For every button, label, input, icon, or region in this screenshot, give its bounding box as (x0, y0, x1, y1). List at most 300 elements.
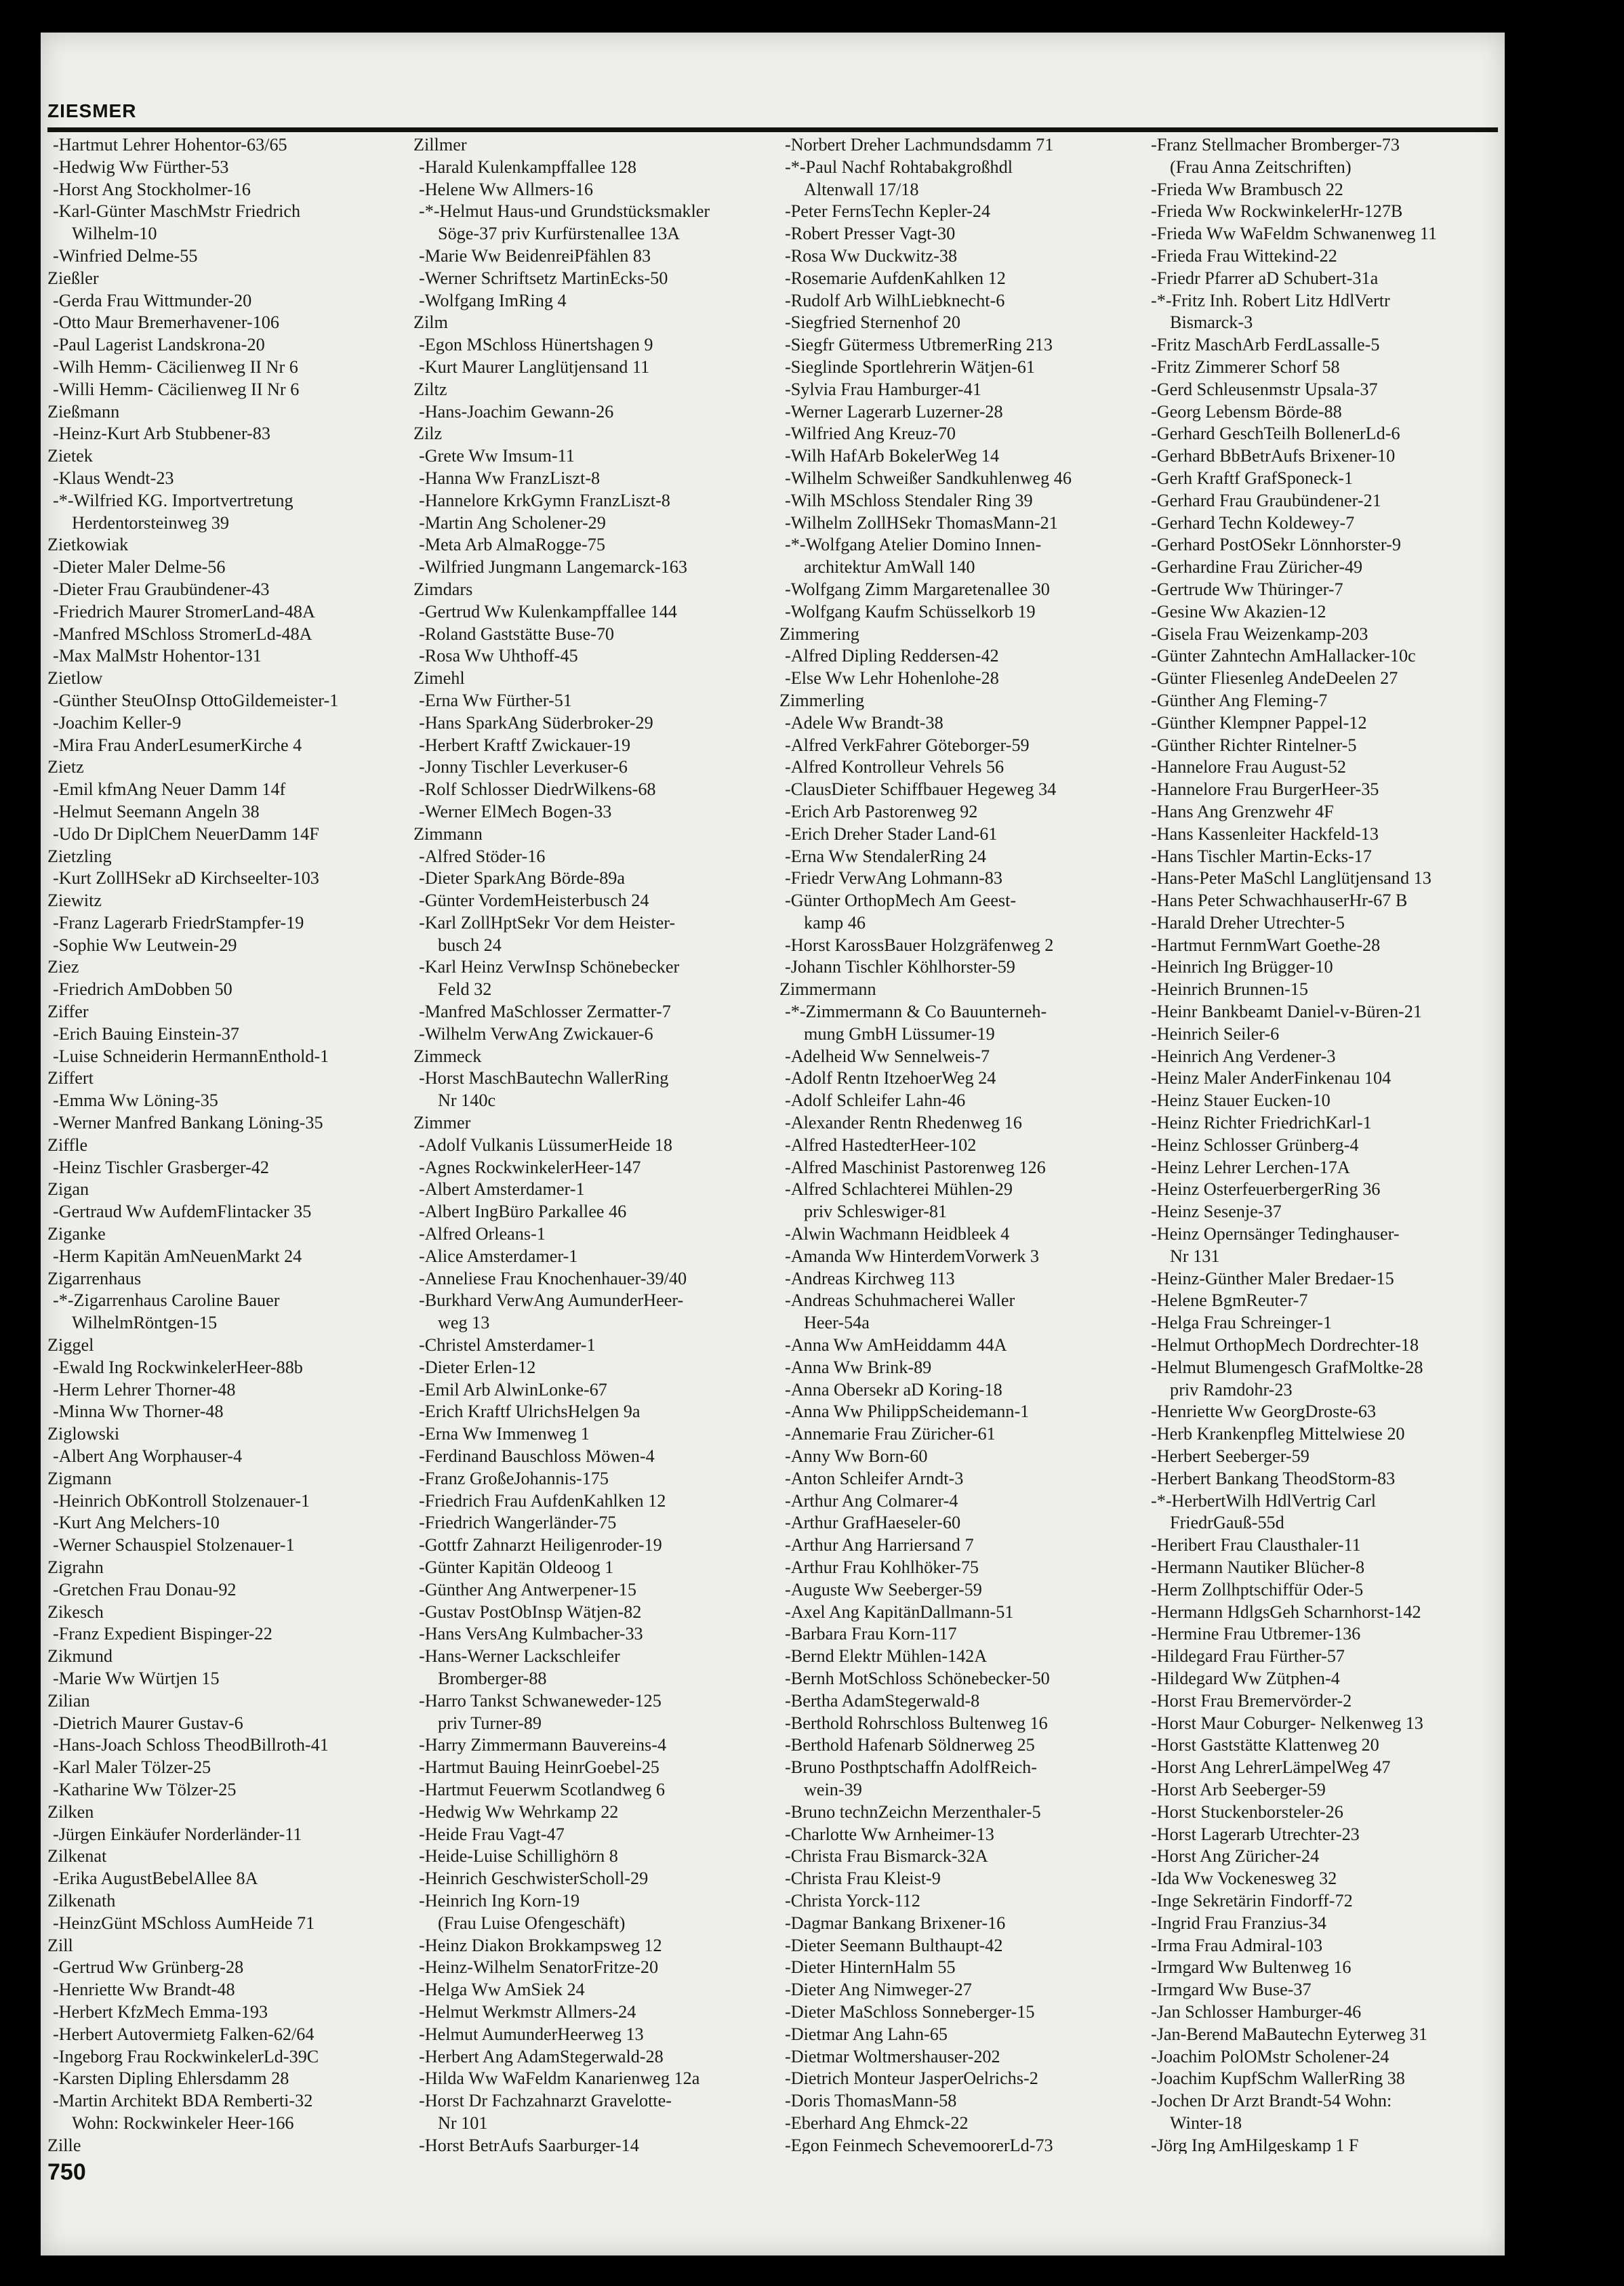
resident-entry: - Hans Tischler Martin-Ecks-17 (1145, 846, 1498, 868)
resident-entry: - Günter Fliesenleg AndeDeelen 27 (1145, 668, 1498, 690)
resident-entry: - Helmut AumunderHeerweg 13 (413, 2024, 766, 2046)
resident-entry: - Jonny Tischler Leverkuser-6 (413, 756, 766, 779)
resident-entry: - Horst Maur Coburger- Nelkenweg 13 (1145, 1713, 1498, 1735)
resident-entry: - Bruno technZeichn Merzenthaler-5 (779, 1801, 1132, 1824)
surname-heading: Zilken (47, 1801, 94, 1822)
resident-entry: - Hans Peter SchwachhauserHr-67 B (1145, 890, 1498, 912)
resident-entry: - Marie Ww Würtjen 15 (47, 1668, 400, 1690)
resident-entry: - Martin Ang Scholener-29 (413, 512, 766, 535)
resident-entry: - Hans SparkAng Süderbroker-29 (413, 712, 766, 735)
entry-continuation: Nr 140c (438, 1090, 496, 1111)
resident-entry: - Heinz Opernsänger Tedinghauser- (1145, 1223, 1498, 1246)
resident-entry: - Heinz Sesenje-37 (1145, 1201, 1498, 1223)
resident-entry: - Roland Gaststätte Buse-70 (413, 624, 766, 646)
resident-entry: - Heinr Bankbeamt Daniel-v-Büren-21 (1145, 1001, 1498, 1023)
surname-heading: Zilz (413, 424, 443, 444)
resident-entry: - Heinz-Wilhelm SenatorFritze-20 (413, 1957, 766, 1979)
entry-continuation: Söge-37 priv Kurfürstenallee 13A (438, 224, 681, 244)
resident-entry: - Hannelore KrkGymn FranzLiszt-8 (413, 490, 766, 512)
resident-entry: - Horst Ang LehrerLämpelWeg 47 (1145, 1757, 1498, 1779)
entry-continuation: Wohn: Rockwinkeler Heer-166 (72, 2112, 294, 2133)
surname-heading: Ziglowski (47, 1424, 120, 1444)
surname-heading: Zietzling (47, 846, 112, 866)
resident-entry: - Hans-Joach Schloss TheodBillroth-41 (47, 1734, 400, 1757)
resident-entry: - Heinz Maler AnderFinkenau 104 (1145, 1067, 1498, 1090)
resident-entry: - Helmut Blumengesch GrafMoltke-28 (1145, 1357, 1498, 1379)
resident-entry: - Karl ZollHptSekr Vor dem Heister- (413, 912, 766, 935)
resident-entry: - Adelheid Ww Sennelweis-7 (779, 1046, 1132, 1068)
resident-entry: - Alfred Maschinist Pastorenweg 126 (779, 1157, 1132, 1179)
directory-column-4 (1145, 134, 1498, 2154)
entry-continuation: FriedrGauß-55d (1170, 1513, 1284, 1533)
resident-entry: - Martin Architekt BDA Remberti-32 (47, 2090, 400, 2112)
resident-entry: - Gisela Frau Weizenkamp-203 (1145, 624, 1498, 646)
resident-entry: - Helene Ww Allmers-16 (413, 179, 766, 201)
resident-entry: - Rolf Schlosser DiedrWilkens-68 (413, 779, 766, 801)
directory-column-2 (413, 134, 766, 2154)
resident-entry: - Alice Amsterdamer-1 (413, 1246, 766, 1268)
resident-entry: - Günter OrthopMech Am Geest- (779, 890, 1132, 912)
resident-entry: - Werner ElMech Bogen-33 (413, 801, 766, 823)
resident-entry: - Irmgard Ww Buse-37 (1145, 1979, 1498, 2001)
entry-continuation: Bismarck-3 (1170, 312, 1253, 333)
directory-column-1 (47, 134, 400, 2154)
resident-entry: - Anna Ww PhilippScheidemann-1 (779, 1401, 1132, 1423)
resident-entry: - Joachim Keller-9 (47, 712, 400, 735)
resident-entry: - Dieter Maler Delme-56 (47, 556, 400, 579)
surname-heading: Zill (47, 1935, 73, 1955)
resident-entry: - Irmgard Ww Bultenweg 16 (1145, 1957, 1498, 1979)
resident-entry: - Fritz MaschArb FerdLassalle-5 (1145, 334, 1498, 356)
surname-heading: Zikesch (47, 1601, 104, 1622)
resident-entry: - Minna Ww Thorner-48 (47, 1401, 400, 1423)
resident-entry: - Günther Klempner Pappel-12 (1145, 712, 1498, 735)
resident-entry: - Heinrich Seiler-6 (1145, 1023, 1498, 1046)
surname-heading: Ziewitz (47, 891, 102, 911)
resident-entry: - Hans Ang Grenzwehr 4F (1145, 801, 1498, 823)
resident-entry: - Hanna Ww FranzLiszt-8 (413, 468, 766, 490)
entry-continuation: Nr 101 (438, 2112, 488, 2133)
resident-entry: - Jan Schlosser Hamburger-46 (1145, 2001, 1498, 2024)
resident-entry: - Adolf Vulkanis LüssumerHeide 18 (413, 1135, 766, 1157)
entry-continuation: priv Turner-89 (438, 1713, 542, 1733)
resident-entry: - Heinz Diakon Brokkampsweg 12 (413, 1935, 766, 1957)
resident-entry: - Horst Frau Bremervörder-2 (1145, 1690, 1498, 1713)
resident-entry: - Friedr VerwAng Lohmann-83 (779, 868, 1132, 890)
resident-entry: - Dieter Frau Graubündener-43 (47, 579, 400, 601)
resident-entry: - Egon Feinmech SchevemoorerLd-73 (779, 2135, 1132, 2154)
resident-entry: - Gerhard PostOSekr Lönnhorster-9 (1145, 534, 1498, 556)
resident-entry: - *-Fritz Inh. Robert Litz HdlVertr (1145, 290, 1498, 312)
resident-entry: - Horst Arb Seeberger-59 (1145, 1779, 1498, 1801)
resident-entry: - Ingrid Frau Franzius-34 (1145, 1913, 1498, 1935)
resident-entry: - Horst Ang Züricher-24 (1145, 1845, 1498, 1868)
resident-entry: - Gerhard Frau Graubündener-21 (1145, 490, 1498, 512)
resident-entry: - Anton Schleifer Arndt-3 (779, 1468, 1132, 1490)
resident-entry: - Harry Zimmermann Bauvereins-4 (413, 1734, 766, 1757)
resident-entry: - Henriette Ww GeorgDroste-63 (1145, 1401, 1498, 1423)
resident-entry: - Irma Frau Admiral-103 (1145, 1935, 1498, 1957)
resident-entry: - Erich Kraftf UlrichsHelgen 9a (413, 1401, 766, 1423)
resident-entry: - Alfred Kontrolleur Vehrels 56 (779, 756, 1132, 779)
resident-entry: - Hans Kassenleiter Hackfeld-13 (1145, 823, 1498, 846)
resident-entry: - Hartmut Lehrer Hohentor-63/65 (47, 134, 400, 157)
resident-entry: - Dietrich Maurer Gustav-6 (47, 1713, 400, 1735)
resident-entry: - Alexander Rentn Rhedenweg 16 (779, 1112, 1132, 1135)
resident-entry: - Wolfgang ImRing 4 (413, 290, 766, 312)
resident-entry: - Gerhardine Frau Züricher-49 (1145, 556, 1498, 579)
resident-entry: - Johann Tischler Köhlhorster-59 (779, 956, 1132, 979)
entry-continuation: kamp 46 (804, 912, 866, 933)
resident-entry: - Alfred Stöder-16 (413, 846, 766, 868)
resident-entry: - Erna Ww Immenweg 1 (413, 1423, 766, 1446)
entry-continuation: weg 13 (438, 1313, 490, 1333)
resident-entry: - Manfred MSchloss StromerLd-48A (47, 624, 400, 646)
resident-entry: - Dieter HinternHalm 55 (779, 1957, 1132, 1979)
resident-entry: - Werner Schauspiel Stolzenauer-1 (47, 1534, 400, 1557)
resident-entry: - Kurt ZollHSekr aD Kirchseelter-103 (47, 868, 400, 890)
resident-entry: - Hartmut FernmWart Goethe-28 (1145, 935, 1498, 957)
surname-heading: Zietek (47, 446, 93, 466)
resident-entry: - Alfred HastedterHeer-102 (779, 1135, 1132, 1157)
resident-entry: - Jochen Dr Arzt Brandt-54 Wohn: (1145, 2090, 1498, 2112)
entry-continuation: Altenwall 17/18 (804, 179, 919, 199)
resident-entry: - Franz Expedient Bispinger-22 (47, 1623, 400, 1646)
resident-entry: - Günter Zahntechn AmHallacker-10c (1145, 645, 1498, 668)
resident-entry: - Friedrich Wangerländer-75 (413, 1512, 766, 1534)
resident-entry: - Dieter Erlen-12 (413, 1357, 766, 1379)
resident-entry: - Luise Schneiderin HermannEnthold-1 (47, 1046, 400, 1068)
resident-entry: - Gustav PostObInsp Wätjen-82 (413, 1601, 766, 1624)
surname-heading: Zimmering (779, 624, 859, 644)
resident-entry: - Gertrud Ww Kulenkampffallee 144 (413, 601, 766, 624)
resident-entry: - Gerhard BbBetrAufs Brixener-10 (1145, 445, 1498, 468)
resident-entry: - Emil kfmAng Neuer Damm 14f (47, 779, 400, 801)
resident-entry: - Günter Kapitän Oldeoog 1 (413, 1557, 766, 1579)
surname-heading: Zießmann (47, 401, 120, 422)
resident-entry: - Franz GroßeJohannis-175 (413, 1468, 766, 1490)
resident-entry: - Horst Gaststätte Klattenweg 20 (1145, 1734, 1498, 1757)
resident-entry: - Bernh MotSchloss Schönebecker-50 (779, 1668, 1132, 1690)
resident-entry: - Jörg Ing AmHilgeskamp 1 F (1145, 2135, 1498, 2154)
resident-entry: - Alfred Orleans-1 (413, 1223, 766, 1246)
resident-entry: - Ingeborg Frau RockwinkelerLd-39C (47, 2046, 400, 2068)
resident-entry: - Friedrich AmDobben 50 (47, 979, 400, 1001)
resident-entry: - Robert Presser Vagt-30 (779, 223, 1132, 245)
directory-column-3 (779, 134, 1132, 2154)
resident-entry: - Anny Ww Born-60 (779, 1446, 1132, 1468)
resident-entry: - Berthold Rohrschloss Bultenweg 16 (779, 1713, 1132, 1735)
entry-continuation: Heer-54a (804, 1313, 870, 1333)
resident-entry: - *-Zigarrenhaus Caroline Bauer (47, 1290, 400, 1312)
surname-heading: Zilian (47, 1690, 90, 1711)
resident-entry: - Günther Ang Antwerpener-15 (413, 1579, 766, 1601)
resident-entry: - Anna Ww AmHeiddamm 44A (779, 1334, 1132, 1357)
resident-entry: - Horst KarossBauer Holzgräfenweg 2 (779, 935, 1132, 957)
surname-heading: Zigrahn (47, 1557, 104, 1577)
resident-entry: - Friedrich Maurer StromerLand-48A (47, 601, 400, 624)
surname-heading: Zilkenath (47, 1890, 116, 1911)
resident-entry: - Hartmut Bauing HeinrGoebel-25 (413, 1757, 766, 1779)
surname-heading: Zikmund (47, 1646, 113, 1667)
resident-entry: - Amanda Ww HinterdemVorwerk 3 (779, 1246, 1132, 1268)
resident-entry: - Herbert KfzMech Emma-193 (47, 2001, 400, 2024)
resident-entry: - Anneliese Frau Knochenhauer-39/40 (413, 1268, 766, 1290)
resident-entry: - Gerd Schleusenmstr Upsala-37 (1145, 379, 1498, 401)
resident-entry: - *-Wilfried KG. Importvertretung (47, 490, 400, 512)
resident-entry: - Joachim PolOMstr Scholener-24 (1145, 2046, 1498, 2068)
resident-entry: - Dagmar Bankang Brixener-16 (779, 1913, 1132, 1935)
resident-entry: - Heinz OsterfeuerbergerRing 36 (1145, 1179, 1498, 1201)
resident-entry: - Helga Ww AmSiek 24 (413, 1979, 766, 2001)
entry-continuation: Nr 131 (1170, 1246, 1220, 1266)
resident-entry: - Helmut Werkmstr Allmers-24 (413, 2001, 766, 2024)
resident-entry: - Jürgen Einkäufer Norderländer-11 (47, 1824, 400, 1846)
resident-entry: - Herbert Autovermietg Falken-62/64 (47, 2024, 400, 2046)
resident-entry: - Rosemarie AufdenKahlken 12 (779, 268, 1132, 290)
resident-entry: - Horst Lagerarb Utrechter-23 (1145, 1824, 1498, 1846)
resident-entry: - Herbert Kraftf Zwickauer-19 (413, 735, 766, 757)
resident-entry: - Hildegard Ww Zütphen-4 (1145, 1668, 1498, 1690)
resident-entry: - Günter VordemHeisterbusch 24 (413, 890, 766, 912)
resident-entry: - Annemarie Frau Züricher-61 (779, 1423, 1132, 1446)
resident-entry: - Harald Dreher Utrechter-5 (1145, 912, 1498, 935)
entry-continuation: mung GmbH Lüssumer-19 (804, 1023, 995, 1044)
resident-entry: - Berthold Hafenarb Söldnerweg 25 (779, 1734, 1132, 1757)
resident-entry: - Sylvia Frau Hamburger-41 (779, 379, 1132, 401)
resident-entry: - Rudolf Arb WilhLiebknecht-6 (779, 290, 1132, 312)
directory-columns (47, 134, 1498, 2154)
resident-entry: - Burkhard VerwAng AumunderHeer- (413, 1290, 766, 1312)
resident-entry: - Egon MSchloss Hünertshagen 9 (413, 334, 766, 356)
resident-entry: - Frieda Ww WaFeldm Schwanenweg 11 (1145, 223, 1498, 245)
resident-entry: - Hedwig Ww Wehrkamp 22 (413, 1801, 766, 1824)
resident-entry: - Frieda Ww Brambusch 22 (1145, 179, 1498, 201)
resident-entry: - Gertraud Ww AufdemFlintacker 35 (47, 1201, 400, 1223)
resident-entry: - Günther Richter Rintelner-5 (1145, 735, 1498, 757)
resident-entry: - Dieter SparkAng Börde-89a (413, 868, 766, 890)
resident-entry: - Hannelore Frau August-52 (1145, 756, 1498, 779)
resident-entry: - Erich Dreher Stader Land-61 (779, 823, 1132, 846)
resident-entry: - Udo Dr DiplChem NeuerDamm 14F (47, 823, 400, 846)
entry-continuation: Winter-18 (1170, 2112, 1242, 2133)
surname-heading: Zimmermann (779, 979, 876, 1000)
resident-entry: - Kurt Maurer Langlütjensand 11 (413, 356, 766, 379)
resident-entry: - Horst Dr Fachzahnarzt Gravelotte- (413, 2090, 766, 2112)
entry-continuation: (Frau Anna Zeitschriften) (1170, 157, 1352, 177)
resident-entry: - Sophie Ww Leutwein-29 (47, 935, 400, 957)
resident-entry: - Charlotte Ww Arnheimer-13 (779, 1824, 1132, 1846)
resident-entry: - *-HerbertWilh HdlVertrig Carl (1145, 1490, 1498, 1513)
entry-continuation: priv Schleswiger-81 (804, 1202, 948, 1222)
resident-entry: - Siegfr Gütermess UtbremerRing 213 (779, 334, 1132, 356)
resident-entry: - Hildegard Frau Fürther-57 (1145, 1646, 1498, 1668)
resident-entry: - Sieglinde Sportlehrerin Wätjen-61 (779, 356, 1132, 379)
entry-continuation: architektur AmWall 140 (804, 557, 975, 577)
resident-entry: - Wilhelm VerwAng Zwickauer-6 (413, 1023, 766, 1046)
resident-entry: - *-Zimmermann & Co Bauunterneh- (779, 1001, 1132, 1023)
resident-entry: - Inge Sekretärin Findorff-72 (1145, 1890, 1498, 1913)
resident-entry: - Wilhelm ZollHSekr ThomasMann-21 (779, 512, 1132, 535)
resident-entry: - Albert Amsterdamer-1 (413, 1179, 766, 1201)
resident-entry: - Gerhard GeschTeilh BollenerLd-6 (1145, 423, 1498, 445)
resident-entry: - Rosa Ww Duckwitz-38 (779, 245, 1132, 268)
resident-entry: - Katharine Ww Tölzer-25 (47, 1779, 400, 1801)
resident-entry: - Heinz Richter FriedrichKarl-1 (1145, 1112, 1498, 1135)
resident-entry: - Christa Frau Kleist-9 (779, 1868, 1132, 1890)
resident-entry: - *-Helmut Haus-und Grundstücksmakler (413, 201, 766, 223)
resident-entry: - Heinz-Kurt Arb Stubbener-83 (47, 423, 400, 445)
resident-entry: - Franz Stellmacher Bromberger-73 (1145, 134, 1498, 157)
resident-entry: - Alfred Schlachterei Mühlen-29 (779, 1179, 1132, 1201)
resident-entry: - Friedrich Frau AufdenKahlken 12 (413, 1490, 766, 1513)
resident-entry: - Horst Stuckenborsteler-26 (1145, 1801, 1498, 1824)
resident-entry: - Heinz Schlosser Grünberg-4 (1145, 1135, 1498, 1157)
resident-entry: - Wolfgang Zimm Margaretenallee 30 (779, 579, 1132, 601)
entry-continuation: WilhelmRöntgen-15 (72, 1313, 218, 1333)
resident-entry: - Auguste Ww Seeberger-59 (779, 1579, 1132, 1601)
surname-heading: Zießler (47, 268, 99, 288)
resident-entry: - Jan-Berend MaBautechn Eyterweg 31 (1145, 2024, 1498, 2046)
resident-entry: - Dietrich Monteur JasperOelrichs-2 (779, 2068, 1132, 2090)
resident-entry: - Helmut OrthopMech Dordrechter-18 (1145, 1334, 1498, 1357)
resident-entry: - Albert IngBüro Parkallee 46 (413, 1201, 766, 1223)
resident-entry: - Hans-Joachim Gewann-26 (413, 401, 766, 424)
resident-entry: - Heide Frau Vagt-47 (413, 1824, 766, 1846)
resident-entry: - Marie Ww BeidenreiPfählen 83 (413, 245, 766, 268)
resident-entry: - Anna Ww Brink-89 (779, 1357, 1132, 1379)
resident-entry: - Meta Arb AlmaRogge-75 (413, 534, 766, 556)
resident-entry: - Horst MaschBautechn WallerRing (413, 1067, 766, 1090)
surname-heading: Zigan (47, 1179, 89, 1200)
resident-entry: - Frieda Frau Wittekind-22 (1145, 245, 1498, 268)
resident-entry: - Heinrich ObKontroll Stolzenauer-1 (47, 1490, 400, 1513)
entry-continuation: priv Ramdohr-23 (1170, 1379, 1293, 1400)
resident-entry: - Ferdinand Bauschloss Möwen-4 (413, 1446, 766, 1468)
resident-entry: - Erich Bauing Einstein-37 (47, 1023, 400, 1046)
resident-entry: - Grete Ww Imsum-11 (413, 445, 766, 468)
resident-entry: - Arthur Ang Harriersand 7 (779, 1534, 1132, 1557)
resident-entry: - Fritz Zimmerer Schorf 58 (1145, 356, 1498, 379)
resident-entry: - *-Paul Nachf Rohtabakgroßhdl (779, 157, 1132, 179)
resident-entry: - Heinrich GeschwisterScholl-29 (413, 1868, 766, 1890)
resident-entry: - Herbert Seeberger-59 (1145, 1446, 1498, 1468)
resident-entry: - Heinrich Ing Brügger-10 (1145, 956, 1498, 979)
resident-entry: - Werner Schriftsetz MartinEcks-50 (413, 268, 766, 290)
resident-entry: - Hedwig Ww Fürther-53 (47, 157, 400, 179)
resident-entry: - Alfred Dipling Reddersen-42 (779, 645, 1132, 668)
resident-entry: - Harro Tankst Schwaneweder-125 (413, 1690, 766, 1713)
resident-entry: - Alfred VerkFahrer Göteborger-59 (779, 735, 1132, 757)
surname-heading: Ziganke (47, 1224, 106, 1244)
surname-heading: Zimdars (413, 579, 473, 599)
surname-heading: Zietz (47, 757, 84, 777)
resident-entry: - Max MalMstr Hohentor-131 (47, 645, 400, 668)
resident-entry: - Gertrude Ww Thüringer-7 (1145, 579, 1498, 601)
resident-entry: - Norbert Dreher Lachmundsdamm 71 (779, 134, 1132, 157)
resident-entry: - Hermann HdlgsGeh Scharnhorst-142 (1145, 1601, 1498, 1624)
resident-entry: - Heinz Tischler Grasberger-42 (47, 1157, 400, 1179)
surname-heading: Zilkenat (47, 1846, 107, 1866)
surname-heading: Ziez (47, 957, 79, 977)
resident-entry: - Albert Ang Worphauser-4 (47, 1446, 400, 1468)
resident-entry: - Otto Maur Bremerhavener-106 (47, 312, 400, 334)
resident-entry: - Else Ww Lehr Hohenlohe-28 (779, 668, 1132, 690)
resident-entry: - Heinz Lehrer Lerchen-17A (1145, 1157, 1498, 1179)
resident-entry: - Axel Ang KapitänDallmann-51 (779, 1601, 1132, 1624)
resident-entry: - Gerh Kraftf GrafSponeck-1 (1145, 468, 1498, 490)
resident-entry: - Hartmut Feuerwm Scotlandweg 6 (413, 1779, 766, 1801)
resident-entry: - Hans VersAng Kulmbacher-33 (413, 1623, 766, 1646)
resident-entry: - Klaus Wendt-23 (47, 468, 400, 490)
resident-entry: - Andreas Kirchweg 113 (779, 1268, 1132, 1290)
resident-entry: - Ida Ww Vockenesweg 32 (1145, 1868, 1498, 1890)
resident-entry: - Georg Lebensm Börde-88 (1145, 401, 1498, 424)
surname-heading: Zimmeck (413, 1046, 482, 1066)
resident-entry: - Adele Ww Brandt-38 (779, 712, 1132, 735)
resident-entry: - Erna Ww Fürther-51 (413, 690, 766, 712)
surname-heading: Ziggel (47, 1335, 94, 1355)
resident-entry: - Emil Arb AlwinLonke-67 (413, 1379, 766, 1402)
entry-continuation: Bromberger-88 (438, 1668, 547, 1688)
resident-entry: - Dieter MaSchloss Sonneberger-15 (779, 2001, 1132, 2024)
resident-entry: - *-Wolfgang Atelier Domino Innen- (779, 534, 1132, 556)
surname-heading: Zilm (413, 312, 448, 333)
resident-entry: - Adolf Rentn ItzehoerWeg 24 (779, 1067, 1132, 1090)
resident-entry: - Arthur GrafHaeseler-60 (779, 1512, 1132, 1534)
resident-entry: - Herm Kapitän AmNeuenMarkt 24 (47, 1246, 400, 1268)
resident-entry: - Werner Manfred Bankang Löning-35 (47, 1112, 400, 1135)
resident-entry: - Dietmar Woltmershauser-202 (779, 2046, 1132, 2068)
resident-entry: - Wilhelm Schweißer Sandkuhlenweg 46 (779, 468, 1132, 490)
resident-entry: - Doris ThomasMann-58 (779, 2090, 1132, 2112)
surname-heading: Zimmann (413, 823, 483, 844)
resident-entry: - Emma Ww Löning-35 (47, 1090, 400, 1112)
resident-entry: - Dieter Seemann Bulthaupt-42 (779, 1935, 1132, 1957)
resident-entry: - Alwin Wachmann Heidbleek 4 (779, 1223, 1132, 1246)
resident-entry: - Hans-Werner Lackschleifer (413, 1646, 766, 1668)
resident-entry: - Andreas Schuhmacherei Waller (779, 1290, 1132, 1312)
resident-entry: - Wolfgang Kaufm Schüsselkorb 19 (779, 601, 1132, 624)
resident-entry: - Friedr Pfarrer aD Schubert-31a (1145, 268, 1498, 290)
resident-entry: - Horst Ang Stockholmer-16 (47, 179, 400, 201)
surname-heading: Zille (47, 2135, 81, 2154)
resident-entry: - Wilh Hemm- Cäcilienweg II Nr 6 (47, 356, 400, 379)
resident-entry: - Ewald Ing RockwinkelerHeer-88b (47, 1357, 400, 1379)
resident-entry: - Hilda Ww WaFeldm Kanarienweg 12a (413, 2068, 766, 2090)
resident-entry: - Erna Ww StendalerRing 24 (779, 846, 1132, 868)
resident-entry: - Helga Frau Schreinger-1 (1145, 1312, 1498, 1334)
resident-entry: - Arthur Frau Kohlhöker-75 (779, 1557, 1132, 1579)
surname-heading: Zimmer (413, 1113, 471, 1133)
entry-continuation: wein-39 (804, 1779, 862, 1799)
resident-entry: - Erich Arb Pastorenweg 92 (779, 801, 1132, 823)
resident-entry: - Gerhard Techn Koldewey-7 (1145, 512, 1498, 535)
resident-entry: - Hans-Peter MaSchl Langlütjensand 13 (1145, 868, 1498, 890)
resident-entry: - Wilfried Jungmann Langemarck-163 (413, 556, 766, 579)
resident-entry: - Gesine Ww Akazien-12 (1145, 601, 1498, 624)
resident-entry: - Bertha AdamStegerwald-8 (779, 1690, 1132, 1713)
page-header (47, 100, 1498, 127)
surname-heading: Ziltz (413, 379, 447, 399)
header-rule (47, 127, 1498, 132)
resident-entry: - Heinrich Ing Korn-19 (413, 1890, 766, 1913)
resident-entry: - Peter FernsTechn Kepler-24 (779, 201, 1132, 223)
page-number: 750 (47, 2159, 86, 2185)
resident-entry: - Bernd Elektr Mühlen-142A (779, 1646, 1132, 1668)
resident-entry: - Günther Ang Fleming-7 (1145, 690, 1498, 712)
resident-entry: - HeinzGünt MSchloss AumHeide 71 (47, 1913, 400, 1935)
